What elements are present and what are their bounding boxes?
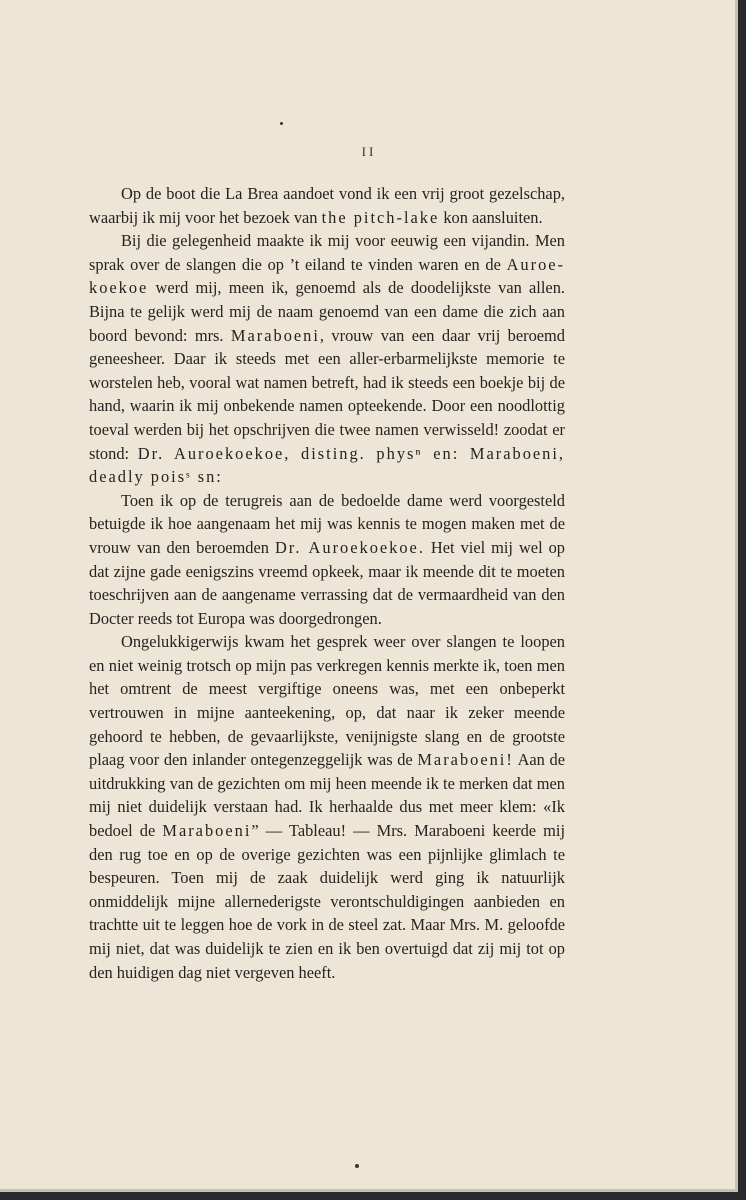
text-run: kon aansluiten.: [439, 207, 543, 227]
spaced-term: Maraboeni: [230, 325, 320, 345]
spaced-term: Maraboeni!: [417, 750, 514, 770]
text-run: , vrouw van een daar vrij beroemd geneesheer. Daar ik steeds met een aller-erbarmelijkste memorie te worstelen heb, vooral wat namen betreft, had ik steeds een boekje bij de hand, waarin ik mij onbekende namen opteekende. Door een noodlottig toeval werden bij het opschrijven die twee namen verwisseld! zoodat er stond:: [89, 325, 565, 463]
text-run: Ongelukkigerwijs kwam het gesprek weer over slangen te loopen en niet weinig trotsch op mijn pas verkregen kennis merkte ik, toen men het omtrent de meest vergiftige oneens was, met een onbeperkt vertrouwen in mijne aanteekening, op, dat naar ik zeker meende gehoord te hebben, de gevaarlijkste, venijnigste slang en de grootste plaag voor den inlander ontegenzeggelijk was de: [89, 632, 565, 770]
text-run: Het viel mij wel op dat zijne gade eenigszins vreemd opkeek, maar ik meende dit te moeten toeschrijven aan de aangename verrassing dat de vermaardheid van den Docter reeds tot Europa was doorgedrongen.: [89, 537, 566, 628]
ink-speck: [280, 122, 283, 125]
page-number: II: [361, 144, 377, 159]
text-run: Toen ik op de terugreis aan de bedoelde dame werd voorgesteld betuigde ik hoe aangenaam het mij was kennis te mogen maken met de vrouw van den beroemden: [89, 490, 565, 557]
text-run: ” — Tableau! — Mrs. Maraboeni keerde mij den rug toe en op de overige gezichten was een pijnlijke glimlach te bespeuren. Toen mij de zaak duidelijk werd ging ik natuurlijk onmiddelijk mijne allernederigste verontschuldigingen aanbieden en trachtte uit te leggen hoe de vork in de steel zat. Maar Mrs. M. geloofde mij niet, dat was duidelijk te zien en ik ben overtuigd dat zij mij tot op den huidigen dag niet vergeven heeft.: [89, 821, 565, 982]
text-run: Aan de uitdrukking van de gezichten om mij heen meende ik te merken dat men mij niet duidelijk verstaan had. Ik herhaalde dus met meer klem: «Ik bedoel de: [89, 750, 565, 841]
text-run: werd mij, meen ik, genoemd als de doodelijkste van allen. Bijna te gelijk werd mij de naam genoemd van een dame die zich aan boord bevond: mrs.: [89, 278, 565, 345]
text-run: Op de boot die La Brea aandoet vond ik een vrij groot gezelschap, waarbij ik mij voor het bezoek van: [89, 184, 565, 227]
body-text: [89, 182, 565, 984]
spaced-term: the pitch-lake: [321, 207, 440, 227]
ink-speck: [355, 1164, 359, 1168]
text-run: Bij die gelegenheid maakte ik mij voor eeuwig een vijandin. Men sprak over de slangen die op ’t eiland te vinden waren en de: [89, 231, 565, 274]
spaced-term: Auroe-koekoe: [89, 254, 565, 298]
spaced-term: Dr. Auroekoekoe.: [274, 537, 425, 557]
paragraph: [89, 630, 565, 984]
spaced-term: Dr. Auroekoekoe, disting. physⁿ en: Maraboeni, deadly poisˢ sn:: [89, 443, 566, 487]
paragraph: [89, 489, 565, 631]
spaced-term: Maraboeni: [162, 821, 252, 841]
paragraph: [89, 182, 565, 229]
paragraph: [89, 229, 565, 489]
